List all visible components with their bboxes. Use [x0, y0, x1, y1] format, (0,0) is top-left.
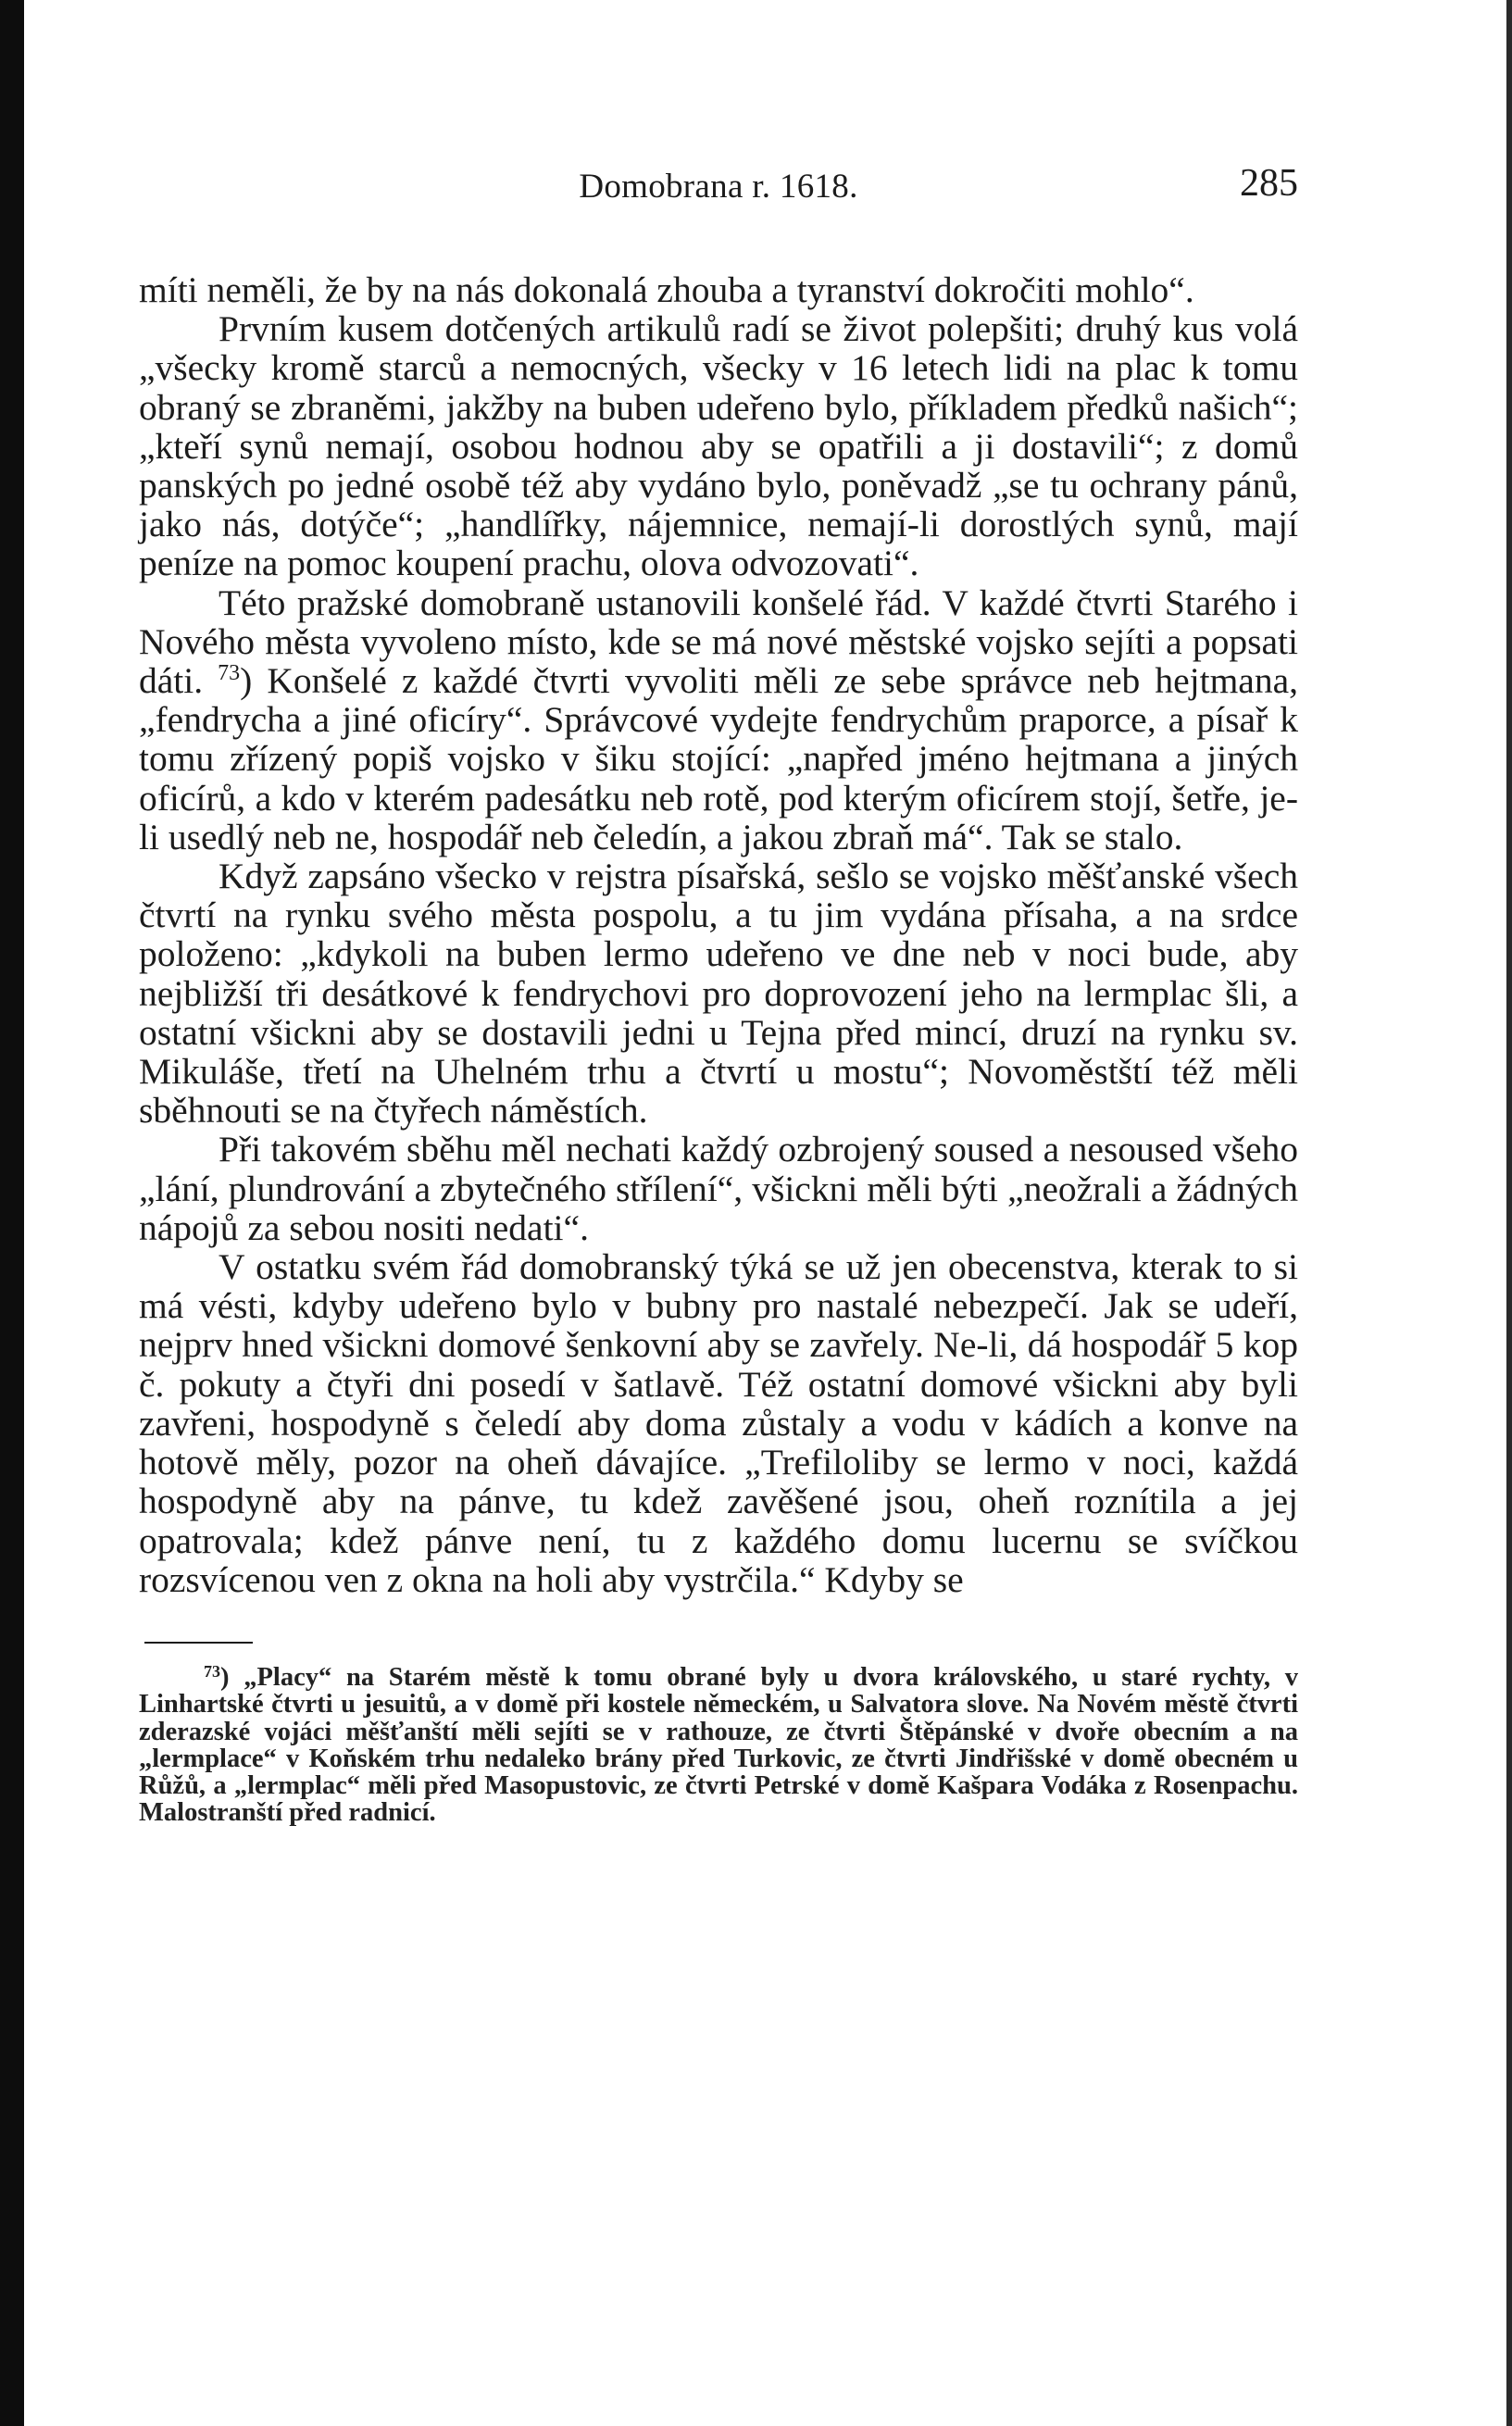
footnote-mark: 73	[204, 1661, 220, 1681]
paragraph-conduct: Při takovém sběhu měl nechati každý ozbrojený soused a nesoused všeho „lání, plundrování a zbytečného střílení“, všickni měli býti „neožrali a žádných nápojů za sebou nositi nedati“.	[139, 1129, 1298, 1248]
paragraph-continuation: míti neměli, že by na nás dokonalá zhouba a tyranství dokročiti mohlo“.	[139, 269, 1194, 310]
paragraph-order	[139, 583, 1298, 857]
paragraph-public: V ostatku svém řád domobranský týká se už jen obecenstva, kterak to si má vésti, kdyby udeřeno bylo v bubny pro nastalé nebezpečí. Jak se udeří, nejprv hned všickni domové šenkovní aby se zavřely. Ne-li, dá hospodář 5 kop č. pokuty a čtyři dni posedí v šatlavě. Též ostatní domové všickni aby byli zavřeni, hospodyně s čeledí aby doma zůstaly a vodu v kádích a konve na hotově měly, pozor na oheň dávajíce. „Trefiloliby se lermo v noci, každá hospodyně aby na pánve, tu kdež zavěšené jsou, oheň roznítila a jej opatrovala; kdež pánve není, tu z každého domu lucernu se svíčkou rozsvícenou ven z okna na holi aby vystrčila.“ Kdyby se	[139, 1246, 1298, 1600]
paragraph-order-text-before: Této pražské domobraně ustanovili konšelé řád. V každé čtvrti Starého i Nového města vyvoleno místo, kde se má nové městské vojsko sejíti a popsati dáti.	[139, 581, 1298, 702]
body-text	[139, 270, 1298, 1599]
scan-edge-left	[0, 0, 24, 2426]
paragraph-order-text-after: ) Konšelé z každé čtvrti vyvoliti měli ze sebe správce neb hejtmana, „fendrycha a jiné oficíry“. Správcové vydejte fendrychům praporce, a písař k tomu zřízený popiš vojsko v šiku stojící: „napřed jméno hejtmana a jiných oficírů, a kdo v kterém padesátku neb rotě, pod kterým oficírem stojí, šetře, je-li usedlý neb ne, hospodář neb čeledín, a jakou zbraň má“. Tak se stalo.	[139, 660, 1298, 857]
paragraph-articles: Prvním kusem dotčených artikulů radí se život polepšiti; druhý kus volá „všecky kromě starců a nemocných, všecky v 16 letech lidi na plac k tomu obraný se zbraněmi, jakžby na buben udeřeno bylo, příkladem předků našich“; „kteří synů nemají, osobou hodnou aby se opatřili a ji dostavili“; z domů panských po jedné osobě též aby vydáno bylo, poněvadž „se tu ochrany pánů, jako nás, dotýče“; „handlířky, nájemnice, nemají-li dorostlých synů, mají peníze na pomoc koupení prachu, olova odvozovati“.	[139, 308, 1298, 584]
scan-edge-right	[1506, 0, 1512, 2426]
page-number: 285	[1240, 162, 1298, 205]
book-page	[139, 157, 1298, 1827]
footnote-divider	[144, 1642, 253, 1644]
footnote-text: ) „Placy“ na Starém městě k tomu obrané byly u dvora královského, u staré rychty, v Linhartské čtvrti u jesuitů, a v domě při kostele německém, u Salvatora slove. Na Novém městě čtvrti zderazské vojáci měšťanští měli sejíti se v rathouze, ze čtvrti Štěpánské v dvoře obecním a na „lermplace“ v Koňském trhu nedaleko brány před Turkovic, ze čtvrti Jindřišské v domě obecném u Růžů, a „lermplac“ měli před Masopustovic, ze čtvrti Petrské v domě Kašpara Vodáka z Rosenpachu. Malostranští před radnicí.	[139, 1662, 1298, 1828]
footnote-73	[139, 1661, 1298, 1828]
footnotes	[139, 1661, 1298, 1828]
footnote-reference: 73	[218, 661, 241, 686]
paragraph-oath: Když zapsáno všecko v rejstra písařská, sešlo se vojsko měšťanské všech čtvrtí na rynku svého města pospolu, a tu jim vydána přísaha, a na srdce položeno: „kdykoli na buben lermo udeřeno ve dne neb v noci bude, aby nejbližší tři desátkové k fendrychovi pro doprovození jeho na lermplac šli, a ostatní všickni aby se dostavili jedni u Tejna před mincí, druzí na rynku sv. Mikuláše, třetí na Uhelném trhu a čtvrtí u mostu“; Novoměstští též měli sběhnouti se na čtyřech náměstích.	[139, 856, 1298, 1132]
running-title: Domobrana r. 1618.	[579, 168, 858, 206]
running-head	[139, 157, 1298, 213]
